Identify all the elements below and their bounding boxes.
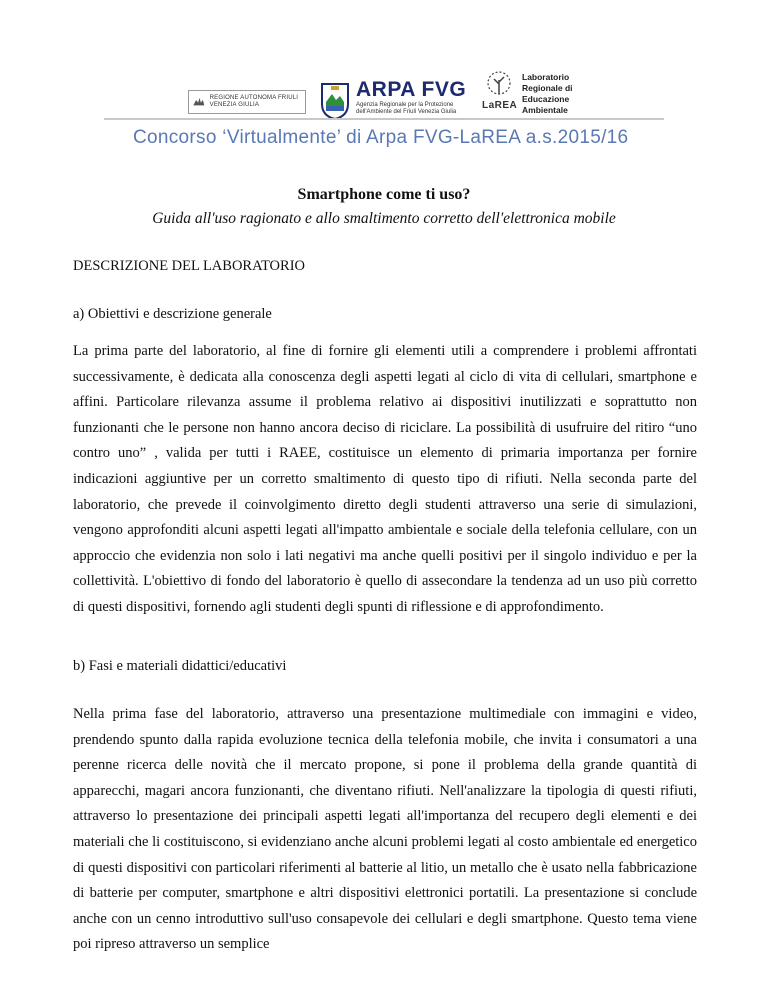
section-heading: DESCRIZIONE DEL LABORATORIO bbox=[73, 258, 305, 274]
subsection-heading-a: a) Obiettivi e descrizione generale bbox=[73, 306, 272, 322]
region-fvg-logo bbox=[188, 90, 306, 114]
larea-line: Educazione bbox=[522, 94, 570, 104]
larea-line: Ambientale bbox=[522, 105, 568, 115]
larea-logo bbox=[480, 70, 590, 122]
contest-banner: Concorso ‘Virtualmente’ di Arpa FVG-LaREA a.s.2015/16 bbox=[133, 127, 629, 148]
eagle-icon bbox=[192, 93, 206, 111]
document-header bbox=[0, 0, 768, 160]
banner-divider bbox=[104, 118, 664, 120]
larea-name bbox=[522, 72, 573, 116]
larea-line: Regionale di bbox=[522, 83, 573, 93]
subsection-heading-b: b) Fasi e materiali didattici/educativi bbox=[73, 658, 287, 674]
paragraph-a: La prima parte del laboratorio, al fine di fornire gli elementi utili a comprendere i problemi affrontati successivamente, è dedicata alla conoscenza degli aspetti legati al ciclo di vita di cellulari, smartphone e affini. Particolare rilevanza assume il problema relativo ai dispositivi inutilizzati e soprattutto non funzionanti che le persone non hanno ancora deciso di riciclare. La possibilità di usufruire del ritiro “uno contro uno” , valida per tutti i RAEE, costituisce un elemento di primaria importanza per fornire indicazioni aggiuntive per un corretto smaltimento di questo tipo di rifiuti. Nella seconda parte del laboratorio, che prevede il coinvolgimento diretto degli studenti attraverso una serie di simulazioni, vengono approfonditi alcuni aspetti legati all'impatto ambientale e sociale della telefonia cellulare, con un approccio che evidenzia non solo i lati negativi ma anche quelli positivi per il singolo individuo e per la collettività. L'obiettivo di fondo del laboratorio è quello di assecondare la tendenza ad un uso più corretto di questi dispositivi, fornendo agli studenti degli spunti di riflessione e di approfondimento. bbox=[73, 343, 697, 615]
larea-tree-icon bbox=[484, 70, 514, 100]
logo-strip bbox=[0, 66, 768, 126]
larea-wordmark: LaREA bbox=[482, 100, 518, 111]
arpa-subtitle: Agenzia Regionale per la Protezione dell'Ambiente del Friuli Venezia Giulia bbox=[356, 102, 457, 115]
arpa-title: ARPA FVG bbox=[356, 78, 467, 101]
document-title: Smartphone come ti uso? bbox=[297, 186, 471, 203]
larea-line: Laboratorio bbox=[522, 72, 570, 82]
paragraph-b: Nella prima fase del laboratorio, attraverso una presentazione multimediale con immagini e video, prendendo spunto dalla rapida evoluzione tecnica della telefonia mobile, che invita i consumatori a una perenne ricerca delle novità che il mercato propone, si pone il problema della grande quantità di apparecchi, magari ancora funzionanti, che diventano rifiuti. Nell'analizzare la tipologia di questi rifiuti, attraverso lo presentazione dei principali aspetti legati all'importanza del recupero degli elementi e dei materiali che li costituiscono, si evidenziano anche alcuni problemi legati al costo ambientale ed energetico di questi dispositivi con particolari riferimenti al batterie al litio, un metallo che è usato nella fabbricazione di batterie per computer, smartphone e altri dispositivi elettronici portatili. La presentazione si conclude anche con un cenno introduttivo sull'uso consapevole dei cellulari e degli smartphone. Questo tema viene poi ripreso attraverso un semplice bbox=[73, 706, 697, 953]
region-logo-text: REGIONE AUTONOMA FRIULI VENEZIA GIULIA bbox=[209, 95, 299, 108]
arpa-shield-icon bbox=[320, 80, 350, 120]
document-subtitle: Guida all'uso ragionato e allo smaltimento corretto dell'elettronica mobile bbox=[152, 210, 616, 227]
